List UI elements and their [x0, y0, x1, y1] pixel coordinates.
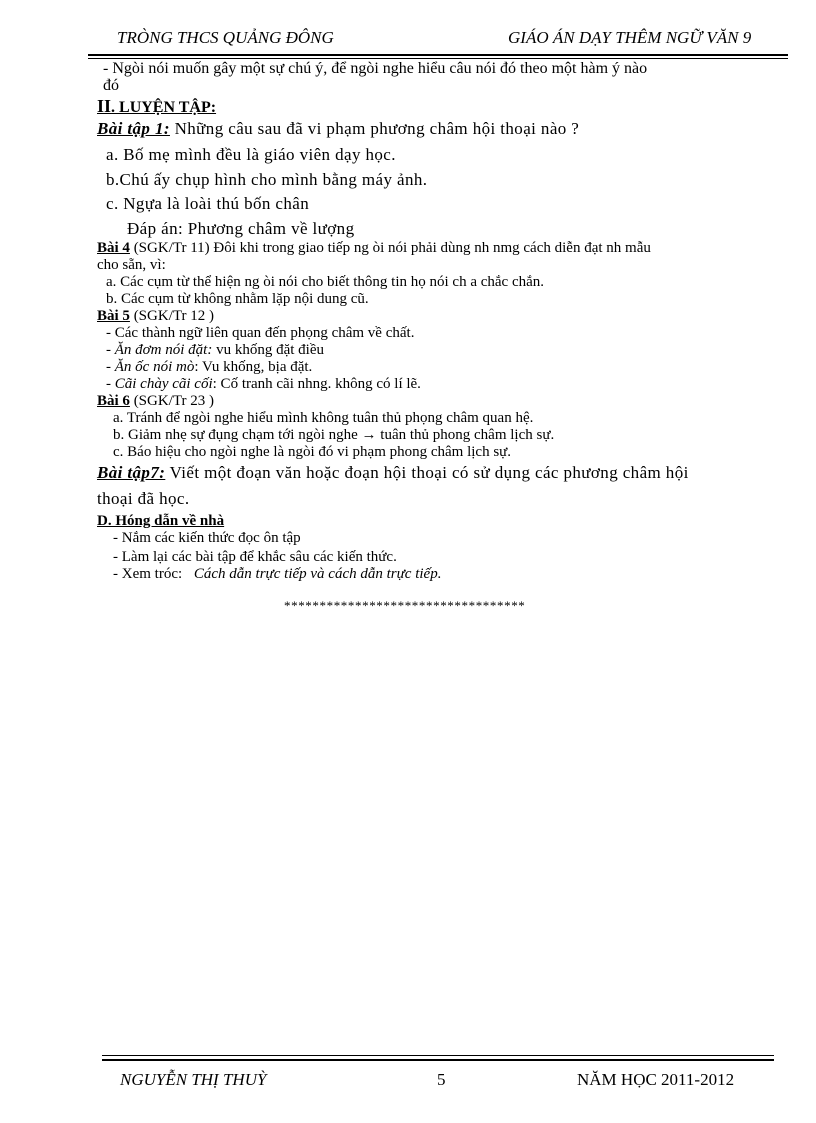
section-d-item-3-prefix: - Xem tróc:	[113, 566, 183, 582]
footer-author: NGUYỄN THỊ THUỲ	[120, 1070, 267, 1089]
bt1-answer: Đáp án: Phương châm về lượng	[127, 219, 355, 238]
bai6-ref: (SGK/Tr 23 )	[129, 393, 214, 409]
arrow-right-icon: →	[361, 427, 377, 443]
bai4-item-b: b. Các cụm từ không nhằm lặp nội dung cũ.	[106, 291, 369, 307]
bt7-label: Bài tập7:	[97, 463, 166, 482]
bt1-question: Những câu sau đã vi phạm phương châm hội thoại nào ?	[169, 119, 580, 138]
bt7-cont: thoại đã học.	[97, 489, 190, 508]
bai5-item-2	[106, 342, 324, 359]
section-ii-heading	[97, 96, 216, 117]
bai4-cont: cho sẵn, vì:	[97, 257, 166, 273]
bt1-item-c: c. Ngựa là loài thú bốn chân	[106, 194, 310, 213]
header-title: GIÁO ÁN DẠY THÊM NGỮ VĂN 9	[508, 28, 752, 47]
bai5-ref: (SGK/Tr 12 )	[129, 308, 214, 324]
bai4-label: Bài 4	[97, 240, 130, 256]
bai6-b-text: b. Giảm nhẹ sự đụng chạm tới ngòi nghe	[113, 427, 358, 443]
bt7-line	[97, 463, 689, 483]
bai5-meaning-4: : Cố tranh cãi nhng. không có lí lẽ.	[212, 376, 421, 392]
bai5-item-4	[106, 376, 421, 393]
section-d-item-1: - Nắm các kiến thức đọc ôn tập	[113, 530, 301, 546]
bai5-idiom-4: - Cãi chày cãi cối	[106, 376, 213, 392]
bai5-meaning-3: : Vu khống, bịa đặt.	[194, 359, 313, 375]
bai6-item-b	[113, 427, 554, 444]
header-rule-top	[88, 54, 788, 56]
bai6-item-a: a. Tránh để ngòi nghe hiểu mình không tuân thủ phọng châm quan hệ.	[113, 410, 534, 426]
bai5-item-3	[106, 359, 312, 376]
bai4-item-a: a. Các cụm từ thể hiện ng òi nói cho biết thông tin họ nói ch a chắc chắn.	[106, 274, 545, 290]
bt1-label: Bài tập 1:	[97, 119, 170, 138]
bai5-idiom-2: - Ăn đơm nói đặt:	[106, 342, 213, 358]
header-school: TRÒNG THCS QUẢNG ĐÔNG	[117, 28, 334, 47]
bai6-label: Bài 6	[97, 393, 130, 409]
section-d-item-3-topic: Cách dẫn trực tiếp và cách dẫn trực tiếp.	[193, 566, 442, 582]
bt1-item-a: a. Bố mẹ mình đều là giáo viên dạy học.	[106, 145, 396, 164]
footer-school-year: NĂM HỌC 2011-2012	[577, 1070, 735, 1089]
section-ii-num: II	[97, 96, 112, 116]
bai5-item-1: - Các thành ngữ liên quan đến phọng châm về chất.	[106, 325, 415, 341]
section-d-item-3	[113, 566, 441, 583]
bai4-text: (SGK/Tr 11) Đôi khi trong giao tiếp ng òi nói phải dùng nh nmg cách diễn đạt nh mẫu	[129, 240, 651, 256]
bai4-line	[97, 240, 651, 257]
stars-divider: **********************************	[284, 598, 526, 613]
intro-line-cont: đó	[103, 77, 119, 94]
bai5-line	[97, 308, 214, 325]
intro-line: - Ngòi nói muốn gây một sự chú ý, để ngòi nghe hiểu câu nói đó theo một hàm ý nào	[103, 60, 648, 77]
section-ii-title: . LUYỆN TẬP:	[111, 99, 217, 116]
footer-rule-top	[102, 1055, 774, 1056]
bai6-line	[97, 393, 214, 410]
section-d-item-2: - Làm lại các bài tập để khắc sâu các kiến thức.	[113, 549, 397, 565]
bt1-item-b: b.Chú ấy chụp hình cho mình bằng máy ảnh.	[106, 170, 428, 189]
header-rule-bottom	[88, 58, 788, 59]
bai6-b-result: tuân thủ phong châm lịch sự.	[376, 427, 555, 443]
footer-rule-bottom	[102, 1059, 774, 1061]
bai5-idiom-3: - Ăn ốc nói mò	[106, 359, 195, 375]
page-number: 5	[437, 1070, 446, 1089]
bai5-label: Bài 5	[97, 308, 130, 324]
bt7-text: Viết một đoạn văn hoặc đoạn hội thoại có sử dụng các phương châm hội	[165, 463, 689, 482]
bt1-question-line	[97, 119, 579, 139]
bai6-item-c: c. Báo hiệu cho ngòi nghe là ngòi đó vi phạm phong châm lịch sự.	[113, 444, 512, 460]
bai5-meaning-2: vu khống đặt điều	[212, 342, 324, 358]
section-d-heading: D. Hóng dẫn về nhà	[97, 513, 225, 529]
